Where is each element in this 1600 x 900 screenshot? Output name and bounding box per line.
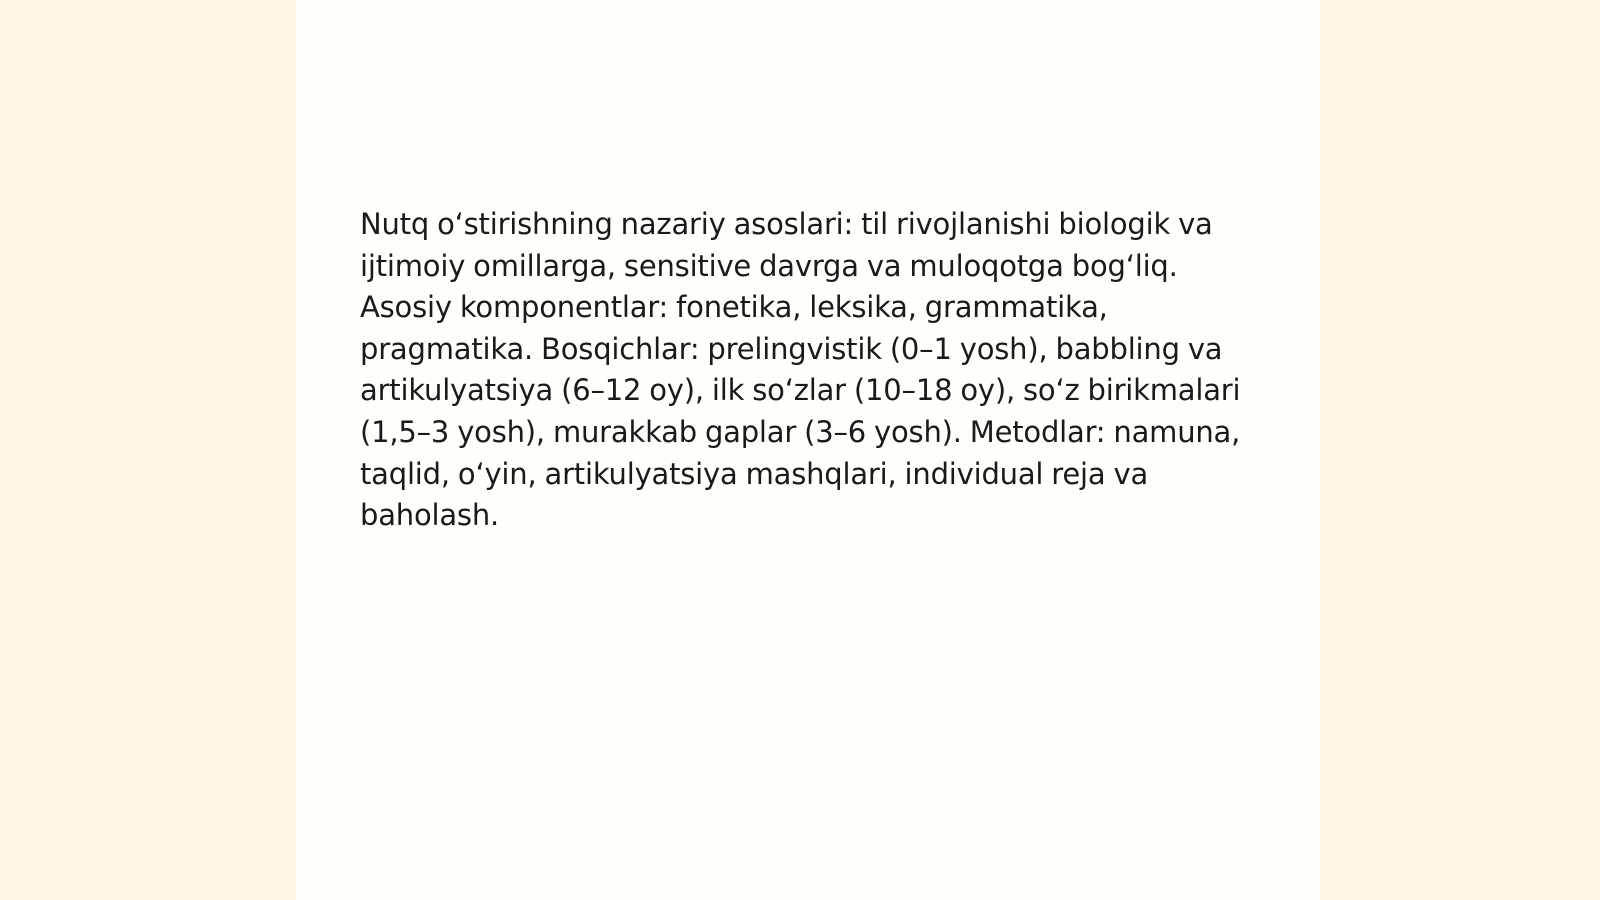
slide — [296, 0, 1320, 900]
slide-body-text: Nutq o‘stirishning nazariy asoslari: til rivojlanishi biologik va ijtimoiy omillarga, sensitive davrga va muloqotga bog‘liq. Asosiy komponentlar: fonetika, leksika, grammatika, pragmatika. Bosqichlar: prelingvistik (0–1 yosh), babbling va artikulyatsiya (6–12 oy), ilk so‘zlar (10–18 oy), so‘z birikmalari (1,5–3 yosh), murakkab gaplar (3–6 yosh). Metodlar: namuna, taqlid, o‘yin, artikulyatsiya mashqlari, individual reja va baholash. — [360, 207, 1241, 533]
